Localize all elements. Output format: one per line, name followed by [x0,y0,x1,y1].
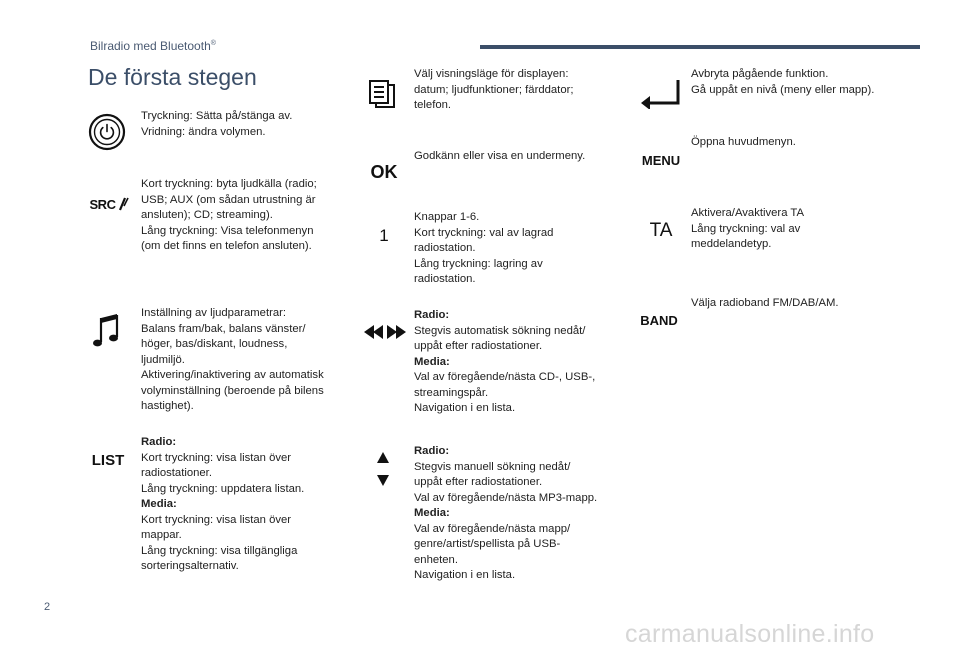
desc-line: volyminställning (beroende på bilens [141,384,324,397]
preset-desc [414,210,553,288]
desc-line: Navigation i en lista. [414,402,516,414]
desc-line: höger, bas/diskant, loudness, [141,338,288,350]
desc-line: Navigation i en lista. [414,569,516,581]
desc-line: enheten. [414,553,458,566]
desc-line: Kort tryckning: val av lagrad [414,226,554,239]
page-number: 2 [44,601,51,613]
desc-line: Aktivera/Avaktivera TA [691,207,805,219]
desc-line: hastighet). [141,400,194,412]
seek-desc [414,308,595,417]
desc-line: genre/artist/spellista på USB- [414,538,561,550]
section-header [90,39,216,53]
desc-line: Val av föregående/nästa MP3-mapp. [414,491,598,504]
src-icon [87,194,132,214]
desc-line: telefon. [414,99,452,111]
desc-line: Vridning: ändra volymen. [141,125,266,138]
desc-heading: Media: [414,355,450,368]
power-knob-icon [88,113,126,151]
desc-line: Välja radioband FM/DAB/AM. [691,297,839,309]
list-label: LIST [91,451,125,469]
desc-line: Inställning av ljudparametrar: [141,307,287,319]
desc-heading: Radio: [414,309,450,321]
up-down-arrows-icon [373,450,393,488]
desc-line: Kort tryckning: visa listan över [141,513,292,526]
seek-arrows-icon [364,322,406,342]
desc-line: Tryckning: Sätta på/stänga av. [141,110,293,122]
desc-line: ansluten); CD; streaming). [141,209,273,221]
band-label: BAND [640,312,678,328]
preset-one-icon [374,224,394,248]
desc-heading: Media: [141,498,177,510]
desc-line: (om det finns en telefon ansluten). [141,240,312,252]
header-rule [480,45,920,49]
desc-heading: Radio: [141,436,177,448]
desc-line: Stegvis automatisk sökning nedåt/ [414,324,586,337]
ta-label: TA [649,220,673,241]
desc-line: Lång tryckning: val av [691,222,801,235]
watermark: carmanualsonline.info [625,620,875,648]
menu-desc [691,135,796,151]
power-desc [141,109,292,140]
display-mode-icon [366,79,398,109]
music-note-icon [90,310,124,352]
desc-line: Lång tryckning: lagring av [414,257,543,270]
desc-line: Val av föregående/nästa mapp/ [414,522,571,535]
list-desc [141,435,304,575]
desc-line: Kort tryckning: visa listan över [141,451,292,464]
ta-desc [691,206,804,253]
desc-line: Öppna huvudmenyn. [691,136,796,148]
page-title: De första stegen [88,64,257,90]
manual-seek-desc [414,444,597,584]
desc-line: Stegvis manuell sökning nedåt/ [414,460,571,473]
list-icon [88,449,128,471]
desc-line: Godkänn eller visa en undermeny. [414,150,586,162]
preset-label: 1 [379,226,389,245]
desc-line: Lång tryckning: Visa telefonmenyn [141,224,314,237]
ok-icon [367,160,401,184]
desc-line: uppåt efter radiostationer. [414,476,543,488]
back-arrow-icon [639,76,683,110]
desc-line: uppåt efter radiostationer. [414,340,543,352]
desc-line: mappar. [141,529,182,541]
desc-line: Lång tryckning: uppdatera listan. [141,482,305,495]
desc-line: Gå uppåt en nivå (meny eller mapp). [691,83,875,96]
desc-line: sorteringsalternativ. [141,560,239,572]
desc-line: Välj visningsläge för displayen: [414,68,569,80]
section-header-label: Bilradio med Bluetooth [90,39,211,53]
ta-icon [645,219,677,243]
desc-line: Kort tryckning: byta ljudkälla (radio; [141,178,317,190]
desc-line: ljudmiljö. [141,353,185,366]
audio-desc [141,306,324,415]
src-label: SRC [89,196,116,212]
src-desc [141,177,317,255]
back-desc [691,67,874,98]
desc-heading: Radio: [414,445,450,457]
desc-line: radiostation. [414,242,476,254]
band-icon [637,310,681,330]
desc-line: Balans fram/bak, balans vänster/ [141,322,306,335]
desc-line: radiostationer. [141,467,212,479]
ok-desc [414,149,585,165]
desc-line: Knappar 1-6. [414,211,480,223]
desc-line: Avbryta pågående funktion. [691,68,829,80]
display-desc [414,67,574,114]
desc-line: radiostation. [414,273,476,285]
desc-line: datum; ljudfunktioner; färddator; [414,83,574,96]
desc-line: streamingspår. [414,386,489,399]
desc-heading: Media: [414,507,450,519]
desc-line: Aktivering/inaktivering av automatisk [141,369,324,381]
menu-label: MENU [641,152,681,168]
desc-line: meddelandetyp. [691,238,772,250]
menu-icon [638,150,684,170]
desc-line: Val av föregående/nästa CD-, USB-, [414,371,596,383]
desc-line: Lång tryckning: visa tillgängliga [141,544,298,557]
desc-line: USB; AUX (om sådan utrustning är [141,193,316,206]
ok-label: OK [370,161,398,182]
registered-mark: ® [210,40,216,47]
band-desc [691,296,839,312]
